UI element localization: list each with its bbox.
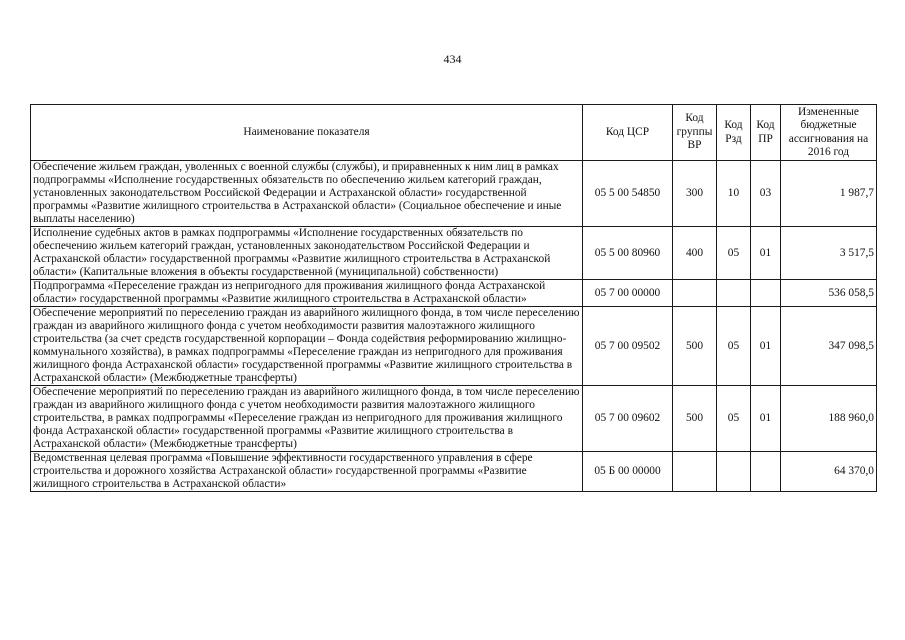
row-csr: 05 7 00 09502 — [583, 307, 673, 386]
table-row — [31, 227, 877, 280]
row-csr: 05 7 00 09602 — [583, 386, 673, 452]
row-name: Обеспечение мероприятий по переселению граждан из аварийного жилищного фонда, в том числе переселению граждан из аварийного жилищного фонда с учетом необходимости развития малоэтажного жилищного строительства, в рамках подпрограммы «Переселение граждан из непригодного для проживания жилищного фонда Астраханской области» государственной программы «Развитие жилищного строительства в Астраханской области» (Межбюджетные трансферты) — [31, 386, 583, 452]
row-name: Обеспечение мероприятий по переселению граждан из аварийного жилищного фонда, в том числе переселению граждан из аварийного жилищного фонда с учетом необходимости развития малоэтажного жилищного строительства (за счет средств государственной корпорации – Фонда содействия реформированию жилищно-коммунального хозяйства), в рамках подпрограммы «Переселение граждан из непригодного для проживания жилищного фонда Астраханской области» государственной программы «Развитие жилищного строительства в Астраханской области» (Межбюджетные трансферты) — [31, 307, 583, 386]
row-amount: 3 517,5 — [781, 227, 877, 280]
row-rzd: 10 — [717, 161, 751, 227]
row-pr: 01 — [751, 227, 781, 280]
row-csr: 05 Б 00 00000 — [583, 452, 673, 492]
row-vr: 500 — [673, 307, 717, 386]
budget-table — [30, 104, 877, 492]
row-amount: 1 987,7 — [781, 161, 877, 227]
row-vr — [673, 452, 717, 492]
row-vr: 400 — [673, 227, 717, 280]
table-header-row — [31, 105, 877, 161]
page-number: 434 — [443, 52, 462, 66]
table-row — [31, 307, 877, 386]
header-rzd: Код Рзд — [717, 105, 751, 161]
row-name: Подпрограмма «Переселение граждан из непригодного для проживания жилищного фонда Астраханской области» государственной программы «Развитие жилищного строительства в Астраханской области» — [31, 280, 583, 307]
header-pr: Код ПР — [751, 105, 781, 161]
row-name: Обеспечение жильем граждан, уволенных с военной службы (службы), и приравненных к ним лиц в рамках подпрограммы «Исполнение государственных обязательств по обеспечению жильем категорий граждан, установленных законодательством Российской Федерации и Астраханской области» государственной программы «Развитие жилищного строительства в Астраханской области» (Социальное обеспечение и иные выплаты населению) — [31, 161, 583, 227]
row-name: Исполнение судебных актов в рамках подпрограммы «Исполнение государственных обязательств по обеспечению жильем категорий граждан, установленных законодательством Российской Федерации и Астраханской области» государственной программы «Развитие жилищного строительства в Астраханской области» (Капитальные вложения в объекты государственной (муниципальной) собственности) — [31, 227, 583, 280]
row-csr: 05 5 00 80960 — [583, 227, 673, 280]
row-vr: 300 — [673, 161, 717, 227]
row-amount: 536 058,5 — [781, 280, 877, 307]
row-vr: 500 — [673, 386, 717, 452]
row-pr: 01 — [751, 386, 781, 452]
table-row — [31, 161, 877, 227]
header-vr: Код группы ВР — [673, 105, 717, 161]
header-name: Наименование показателя — [31, 105, 583, 161]
row-amount: 347 098,5 — [781, 307, 877, 386]
row-csr: 05 7 00 00000 — [583, 280, 673, 307]
header-amount: Измененные бюджетные ассигнования на 2016 год — [781, 105, 877, 161]
table-row — [31, 452, 877, 492]
row-vr — [673, 280, 717, 307]
row-pr — [751, 280, 781, 307]
row-pr: 03 — [751, 161, 781, 227]
row-amount: 64 370,0 — [781, 452, 877, 492]
table-row — [31, 280, 877, 307]
header-csr: Код ЦСР — [583, 105, 673, 161]
row-amount: 188 960,0 — [781, 386, 877, 452]
row-csr: 05 5 00 54850 — [583, 161, 673, 227]
row-name: Ведомственная целевая программа «Повышение эффективности государственного управления в сфере строительства и дорожного хозяйства Астраханской области» государственной программы «Развитие жилищного строительства в Астраханской области» — [31, 452, 583, 492]
row-pr — [751, 452, 781, 492]
row-rzd: 05 — [717, 227, 751, 280]
row-pr: 01 — [751, 307, 781, 386]
row-rzd — [717, 280, 751, 307]
row-rzd: 05 — [717, 386, 751, 452]
row-rzd: 05 — [717, 307, 751, 386]
row-rzd — [717, 452, 751, 492]
table-row — [31, 386, 877, 452]
